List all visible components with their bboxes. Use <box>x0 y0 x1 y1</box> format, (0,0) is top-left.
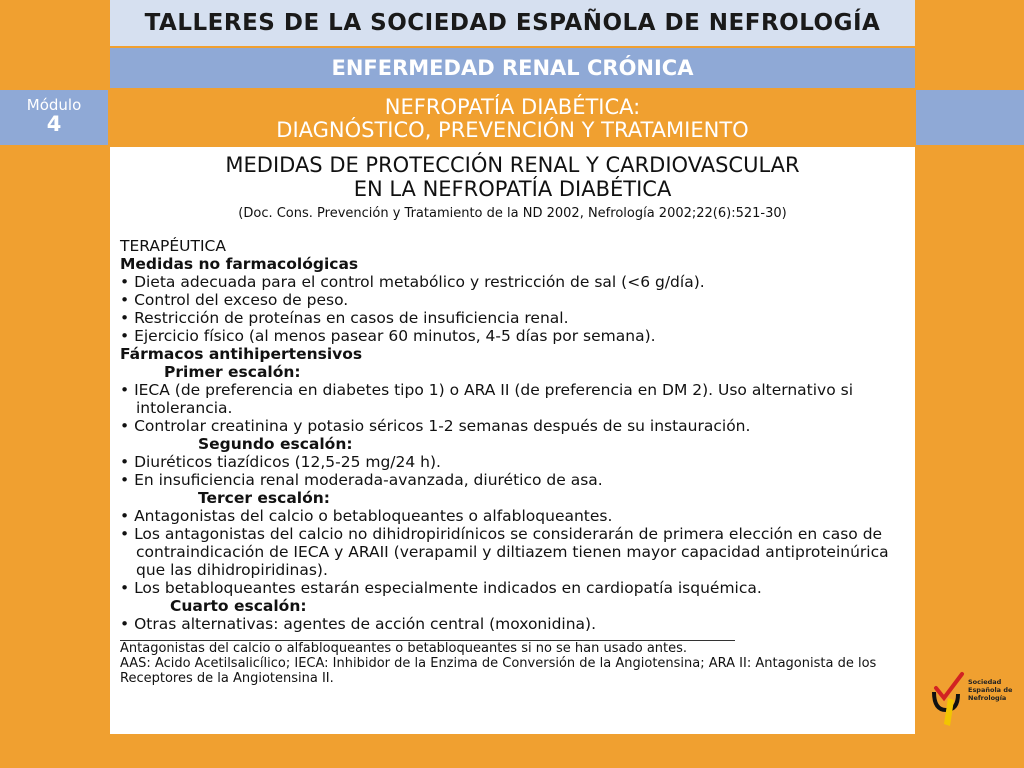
logo-stripe-icon <box>944 698 954 726</box>
list-item: • Ejercicio físico (al menos pasear 60 minutos, 4-5 días por semana). <box>120 327 656 345</box>
list-item: • Diuréticos tiazídicos (12,5-25 mg/24 h). <box>120 453 441 471</box>
list-item: • Controlar creatinina y potasio séricos 1-2 semanas después de su instauración. <box>120 417 751 435</box>
content-title-line-1: MEDIDAS DE PROTECCIÓN RENAL Y CARDIOVASCULAR <box>225 153 800 177</box>
step-3-heading: Tercer escalón: <box>198 489 330 507</box>
non-pharm-heading: Medidas no farmacológicas <box>120 255 359 273</box>
list-item: • Control del exceso de peso. <box>120 291 349 309</box>
list-item: • IECA (de preferencia en diabetes tipo 1) o ARA II (de preferencia en DM 2). Uso alternativo si intolerancia. <box>120 381 854 417</box>
step-1-heading: Primer escalón: <box>164 363 301 381</box>
topic-line-2: DIAGNÓSTICO, PREVENCIÓN Y TRATAMIENTO <box>276 118 749 142</box>
list-item: • Otras alternativas: agentes de acción central (moxonidina). <box>120 615 597 633</box>
citation: (Doc. Cons. Prevención y Tratamiento de la ND 2002, Nefrología 2002;22(6):521-30) <box>238 206 787 221</box>
list-item: • Los betabloqueantes estarán especialmente indicados en cardiopatía isquémica. <box>120 579 762 597</box>
society-logo <box>928 668 1018 738</box>
drugs-heading: Fármacos antihipertensivos <box>120 345 363 363</box>
logo-text <box>968 678 1012 702</box>
module-number: 4 <box>46 112 62 136</box>
right-accent-block <box>916 90 1024 145</box>
footnote-2: AAS: Acido Acetilsalicílico; IECA: Inhibidor de la Enzima de Conversión de la Angiotensina; ARA II: Antagonista de los Receptores de la Angiotensina II. <box>120 656 877 686</box>
list-item: • Restricción de proteínas en casos de insuficiencia renal. <box>120 309 569 327</box>
content-panel <box>110 147 915 734</box>
list-item: • Dieta adecuada para el control metabólico y restricción de sal (<6 g/día). <box>120 273 705 291</box>
logo-text-line-3: Nefrología <box>968 694 1007 702</box>
list-item: • Los antagonistas del calcio no dihidropiridínicos se considerarán de primera elección en caso de contraindicación de IECA y ARAII (verapamil y diltiazem tienen mayor capacidad antiproteinúrica que las dihidropiridinas). <box>120 525 889 579</box>
section-heading: TERAPÉUTICA <box>120 237 226 255</box>
page-header-subtitle: ENFERMEDAD RENAL CRÓNICA <box>110 48 915 88</box>
step-4-heading: Cuarto escalón: <box>170 597 307 615</box>
list-item: • Antagonistas del calcio o betabloqueantes o alfabloqueantes. <box>120 507 613 525</box>
logo-mark-icon <box>928 668 968 728</box>
list-item: • En insuficiencia renal moderada-avanzada, diurético de asa. <box>120 471 603 489</box>
topic-banner <box>110 90 915 145</box>
logo-text-line-1: Sociedad <box>968 678 1002 686</box>
topic-line-1: NEFROPATÍA DIABÉTICA: <box>384 95 641 119</box>
module-label: Módulo <box>26 96 82 114</box>
content-title-line-2: EN LA NEFROPATÍA DIABÉTICA <box>353 177 672 201</box>
step-2-heading: Segundo escalón: <box>198 435 353 453</box>
content-title <box>120 153 905 201</box>
module-badge <box>0 90 108 145</box>
page-header-title: TALLERES DE LA SOCIEDAD ESPAÑOLA DE NEFROLOGÍA <box>110 0 915 46</box>
logo-text-line-2: Española de <box>968 686 1013 694</box>
footnote-1: Antagonistas del calcio o alfabloqueantes o betabloqueantes si no se han usado antes. <box>120 641 688 656</box>
